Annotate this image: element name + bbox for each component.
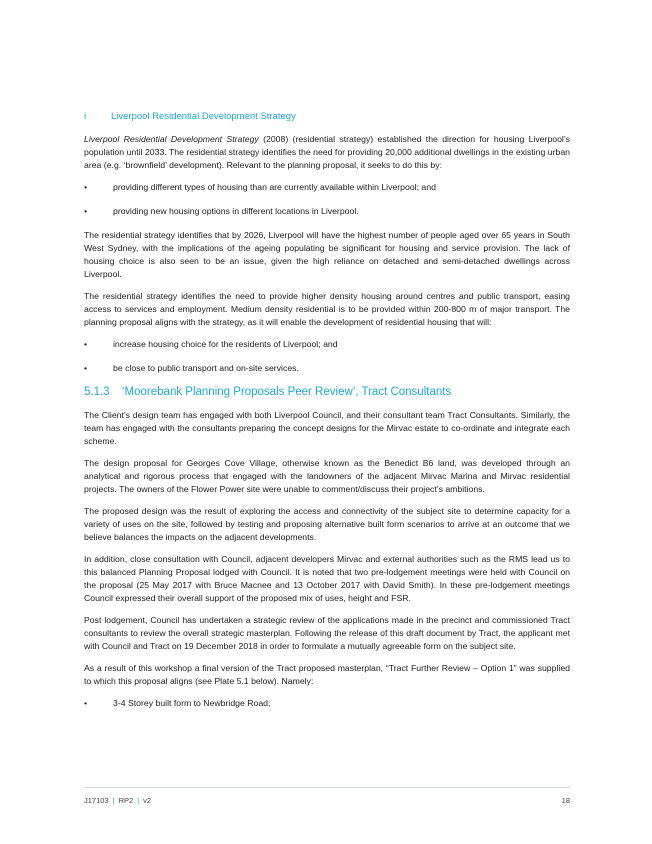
subheading-title: Liverpool Residential Development Strategy xyxy=(111,111,296,122)
list-item-text: providing different types of housing than are currently available within Liverpool; and xyxy=(113,182,436,192)
list-item xyxy=(84,181,570,194)
paragraph-1 xyxy=(84,133,570,172)
paragraph-1-italic: Liverpool Residential Development Strategy xyxy=(84,134,259,144)
list-item xyxy=(84,697,570,710)
section-number: 5.1.3 xyxy=(84,386,110,398)
page-number: 18 xyxy=(561,796,570,805)
bullet-icon: • xyxy=(84,182,88,192)
page-footer xyxy=(84,796,570,805)
paragraph-2: The residential strategy identifies that by 2026, Liverpool will have the highest number of people aged over 65 years in South West Sydney, with the implications of the ageing populating be significant for housing and service provision. The lack of housing choice is also seen to be an issue, given the high reliance on detached and semi-detached dwellings across Liverpool. xyxy=(84,230,570,279)
list-item xyxy=(84,362,570,375)
paragraph-7: In addition, close consultation with Council, adjacent developers Mirvac and external authorities such as the RMS lead us to this balanced Planning Proposal lodged with Council. It is noted that two pre-lodgement meetings were held with Council on the proposal (25 May 2017 with Bruce Macnee and 13 October 2017 with David Smith). In these pre-lodgement meetings Council expressed their overall support of the proposed mix of uses, height and FSR. xyxy=(84,554,570,603)
list-item-text: providing new housing options in different locations in Liverpool. xyxy=(113,206,359,216)
list-item xyxy=(84,338,570,351)
bullet-icon: • xyxy=(84,363,88,373)
subheading xyxy=(84,111,570,122)
paragraph-9: As a result of this workshop a final version of the Tract proposed masterplan, “Tract Further Review – Option 1” was supplied to which this proposal aligns (see Plate 5.1 below). Namely: xyxy=(84,663,570,686)
paragraph-8: Post lodgement, Council has undertaken a strategic review of the applications made in the precinct and commissioned Tract consultants to review the overall strategic masterplan. Following the release of this draft document by Tract, the applicant met with Council and Tract on 19 December 2018 in order to formulate a mutually agreeable form on the subject site. xyxy=(84,615,570,651)
paragraph-5: The design proposal for Georges Cove Village, otherwise known as the Benedict B6 land, was developed through an analytical and rigorous process that engaged with the landowners of the adjacent Mirvac Marina and Mirvac residential projects. The owners of the Flower Power site were unable to comment/discuss their project’s ambitions. xyxy=(84,458,570,494)
subheading-number: i xyxy=(84,111,87,122)
paragraph-1-text: (2008) (residential strategy) established the direction for housing Liverpool’s population until 2033. The residential strategy identifies the need for providing 20,000 additional dwellings in the existing urban area (e.g. ‘brownfield’ development). Relevant to the planning proposal, it seeks to do this by: xyxy=(84,134,570,170)
paragraph-6: The proposed design was the result of exploring the access and connectivity of the subject site to determine capacity for a variety of uses on the site, followed by testing and proposing alternative built form scenarios to arrive at an outcome that we believe balances the impacts on the adjacent developments. xyxy=(84,506,570,542)
bullet-icon: • xyxy=(84,698,88,708)
page-content xyxy=(84,111,570,721)
document-reference: J17103 | RP2 | v2 xyxy=(84,796,152,805)
paragraph-3: The residential strategy identifies the need to provide higher density housing around centres and public transport, easing access to services and employment. Medium density residential is to be provided within 200-800 m of major transport. The planning proposal aligns with the strategy, as it will enable the development of residential housing that will: xyxy=(84,291,570,327)
list-item xyxy=(84,205,570,218)
bullet-icon: • xyxy=(84,206,88,216)
bullet-icon: • xyxy=(84,339,88,349)
paragraph-4: The Client’s design team has engaged with both Liverpool Council, and their consultant team Tract Consultants. Similarly, the team has engaged with the consultants preparing the concept designs for the Mirvac estate to co-ordinate and integrate each scheme. xyxy=(84,410,570,446)
section-title: ‘Moorebank Planning Proposals Peer Review’, Tract Consultants xyxy=(122,386,452,398)
list-item-text: be close to public transport and on-site services. xyxy=(113,363,299,373)
footer-divider xyxy=(84,787,570,788)
section-heading xyxy=(84,386,570,398)
list-item-text: 3-4 Storey built form to Newbridge Road; xyxy=(113,698,271,708)
list-item-text: increase housing choice for the residents of Liverpool; and xyxy=(113,339,338,349)
